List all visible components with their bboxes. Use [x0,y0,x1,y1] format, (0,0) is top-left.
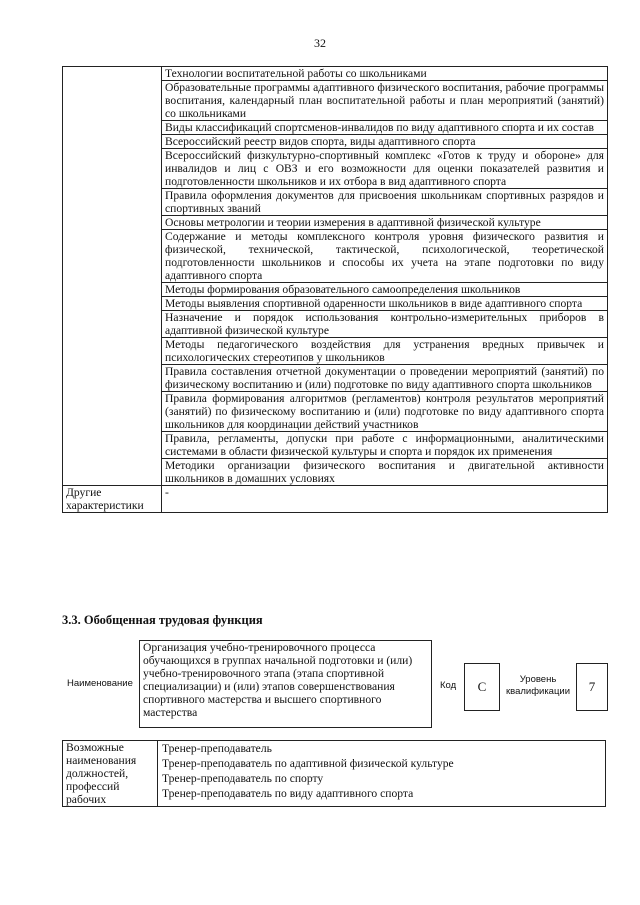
knowledge-row: Образовательные программы адаптивного физического воспитания, рабочие программы воспитания, календарный план воспитательной работы и план мероприятий (занятий) со школьниками [162,81,608,121]
positions-list-cell [158,741,606,807]
knowledge-row: Методы педагогического воздействия для устранения вредных привычек и психологических стереотипов у школьников [162,338,608,365]
knowledge-row: Всероссийский реестр видов спорта, виды адаптивного спорта [162,135,608,149]
qualification-level-value: 7 [588,679,596,694]
code-label: Код [440,680,457,691]
knowledge-row: Правила, регламенты, допуски при работе с информационными, аналитическими системами в области физической культуры и спорта и порядок их применения [162,432,608,459]
knowledge-row: Виды классификаций спортсменов-инвалидов по виду адаптивного спорта и их состав [162,121,608,135]
position-item: Тренер-преподаватель по виду адаптивного спорта [162,787,414,800]
other-characteristics-value: - [162,486,608,513]
knowledge-row: Методы формирования образовательного самоопределения школьников [162,283,608,297]
position-item: Тренер-преподаватель [162,742,272,755]
function-name-box [139,640,432,728]
positions-table [62,740,606,807]
other-characteristics-label: Другие характеристики [63,486,162,513]
position-item: Тренер-преподаватель по спорту [162,772,324,785]
knowledge-row: Правила формирования алгоритмов (регламентов) контроля результатов мероприятий (занятий) по физическому воспитанию и (или) подготовке по виду адаптивного спорта школьников для координации действий участников [162,392,608,432]
knowledge-row: Методики организации физического воспитания и двигательной активности школьников в домашних условиях [162,459,608,486]
qualification-level-box [576,663,608,711]
qualification-level-label: Уровень квалификации [505,674,571,697]
knowledge-table [62,66,608,513]
function-name-value: Организация учебно-тренировочного процесса обучающихся в группах начальной подготовки и (или) учебно-тренировочного этапа (этапа спортивной специализации) и (или) этапов совершенствования спортивного мастерства и высшего спортивного мастерства [143,641,413,719]
code-value: C [477,679,487,694]
knowledge-row: Методы выявления спортивной одаренности школьников в виде адаптивного спорта [162,297,608,311]
positions-label: Возможные наименования должностей, профессий рабочих [63,741,158,807]
knowledge-row: Технологии воспитательной работы со школьниками [162,67,608,81]
knowledge-row: Основы метрологии и теории измерения в адаптивной физической культуре [162,216,608,230]
knowledge-row: Назначение и порядок использования контрольно-измерительных приборов в адаптивной физической культуре [162,311,608,338]
knowledge-row: Всероссийский физкультурно-спортивный комплекс «Готов к труду и обороне» для инвалидов и лиц с ОВЗ и его возможности для оценки показателей развития и подготовленности школьников и их отбора в вид адаптивного спорта [162,149,608,189]
section-title: 3.3. Обобщенная трудовая функция [62,613,263,627]
knowledge-row: Правила составления отчетной документации о проведении мероприятий (занятий) по физическому воспитанию и (или) подготовке по виду адаптивного спорта школьников [162,365,608,392]
position-item: Тренер-преподаватель по адаптивной физической культуре [162,757,454,770]
name-label: Наименование [67,678,133,689]
code-value-box [464,663,500,711]
knowledge-label-cell [63,67,162,486]
page-number: 32 [314,36,326,50]
knowledge-row: Содержание и методы комплексного контроля уровня физического развития и физической, технической, тактической, психологической, теоретической подготовленности школьников и способы их учета на этапе подготовки по виду адаптивного спорта [162,230,608,283]
knowledge-row: Правила оформления документов для присвоения школьникам спортивных разрядов и спортивных званий [162,189,608,216]
